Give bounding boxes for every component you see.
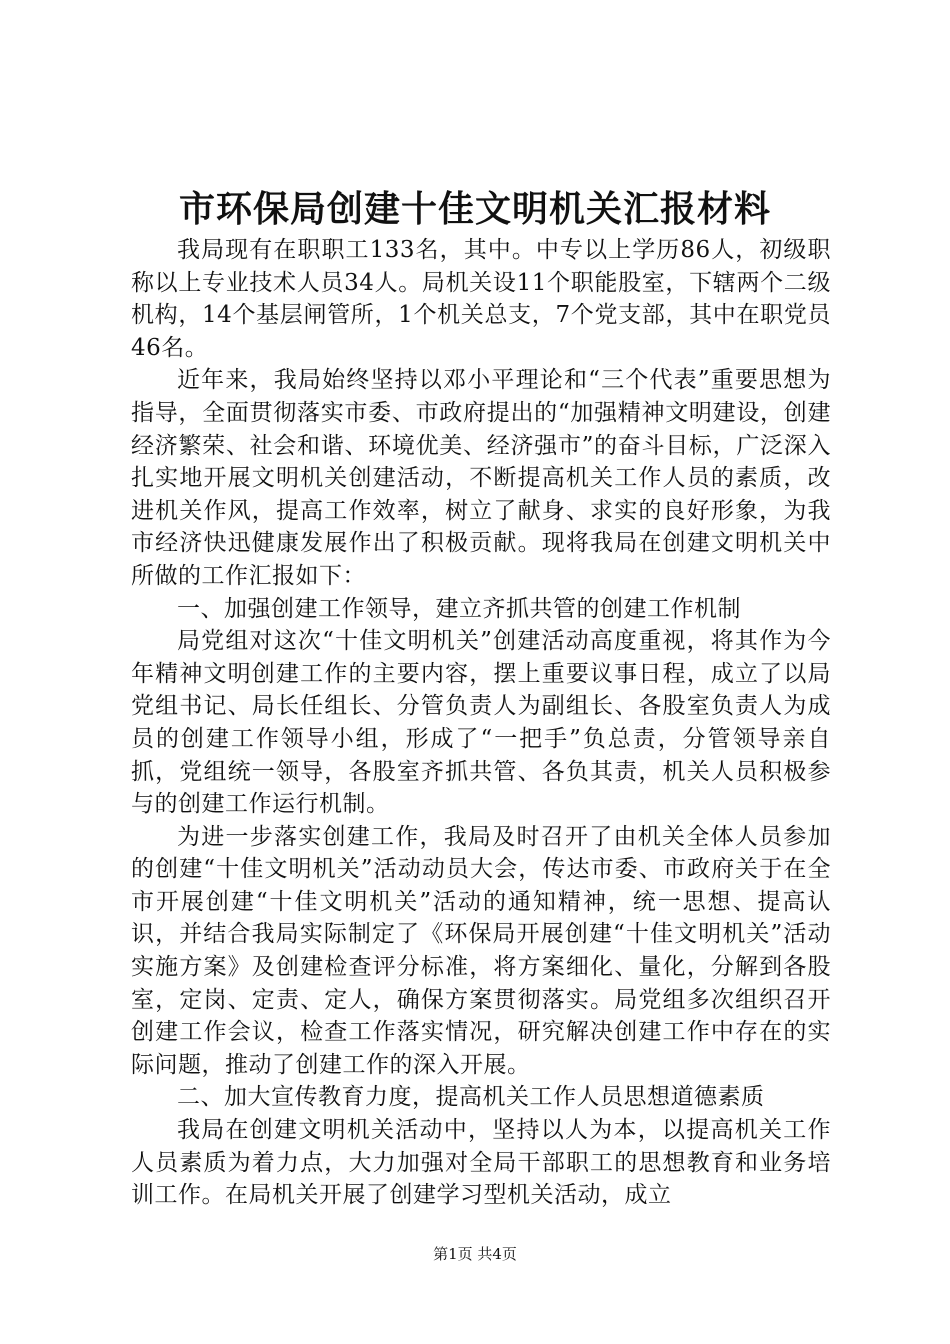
document-body xyxy=(131,234,831,1212)
section-heading-2: 二、加大宣传教育力度，提高机关工作人员思想道德素质 xyxy=(177,1084,765,1111)
section-heading-1: 一、加强创建工作领导，建立齐抓共管的创建工作机制 xyxy=(177,595,741,622)
paragraph-leadership: 局党组对这次“十佳文明机关”创建活动高度重视，将其作为今年精神文明创建工作的主要内容，摆上重要议事日程，成立了以局党组书记、局长任组长、分管负责人为副组长、各股室负责人为成员的创建工作领导小组，形成了“一把手”负总责，分管领导亲自抓，党组统一领导，各股室齐抓共管、各负其责，机关人员积极参与的创建工作运行机制。 xyxy=(131,628,831,818)
page-number-footer: 第1页 共4页 xyxy=(433,1245,517,1263)
document-title: 市环保局创建十佳文明机关汇报材料 xyxy=(178,188,771,230)
paragraph-introduction: 近年来，我局始终坚持以邓小平理论和“三个代表”重要思想为指导，全面贯彻落实市委、市政府提出的“加强精神文明建设，创建经济繁荣、社会和谐、环境优美、经济强市”的奋斗目标，广泛深入扎实地开展文明机关创建活动，不断提高机关工作人员的素质，改进机关作风，提高工作效率，树立了献身、求实的良好形象，为我市经济快迅健康发展作出了积极贡献。现将我局在创建文明机关中所做的工作汇报如下： xyxy=(131,367,831,589)
paragraph-education: 我局在创建文明机关活动中，坚持以人为本，以提高机关工作人员素质为着力点，大力加强对全局干部职工的思想教育和业务培训工作。在局机关开展了创建学习型机关活动，成立 xyxy=(131,1117,831,1209)
paragraph-staff-overview: 我局现有在职职工133名，其中。中专以上学历86人，初级职称以上专业技术人员34人。局机关设11个职能股室，下辖两个二级机构，14个基层闸管所，1个机关总支，7个党支部，其中在职党员46名。 xyxy=(131,237,831,361)
paragraph-implementation: 为进一步落实创建工作，我局及时召开了由机关全体人员参加的创建“十佳文明机关”活动动员大会，传达市委、市政府关于在全市开展创建“十佳文明机关”活动的通知精神，统一思想、提高认识，并结合我局实际制定了《环保局开展创建“十佳文明机关”活动实施方案》及创建检查评分标准，将方案细化、量化，分解到各股室，定岗、定责、定人，确保方案贯彻落实。局党组多次组织召开创建工作会议，检查工作落实情况，研究解决创建工作中存在的实际问题，推动了创建工作的深入开展。 xyxy=(131,823,831,1078)
